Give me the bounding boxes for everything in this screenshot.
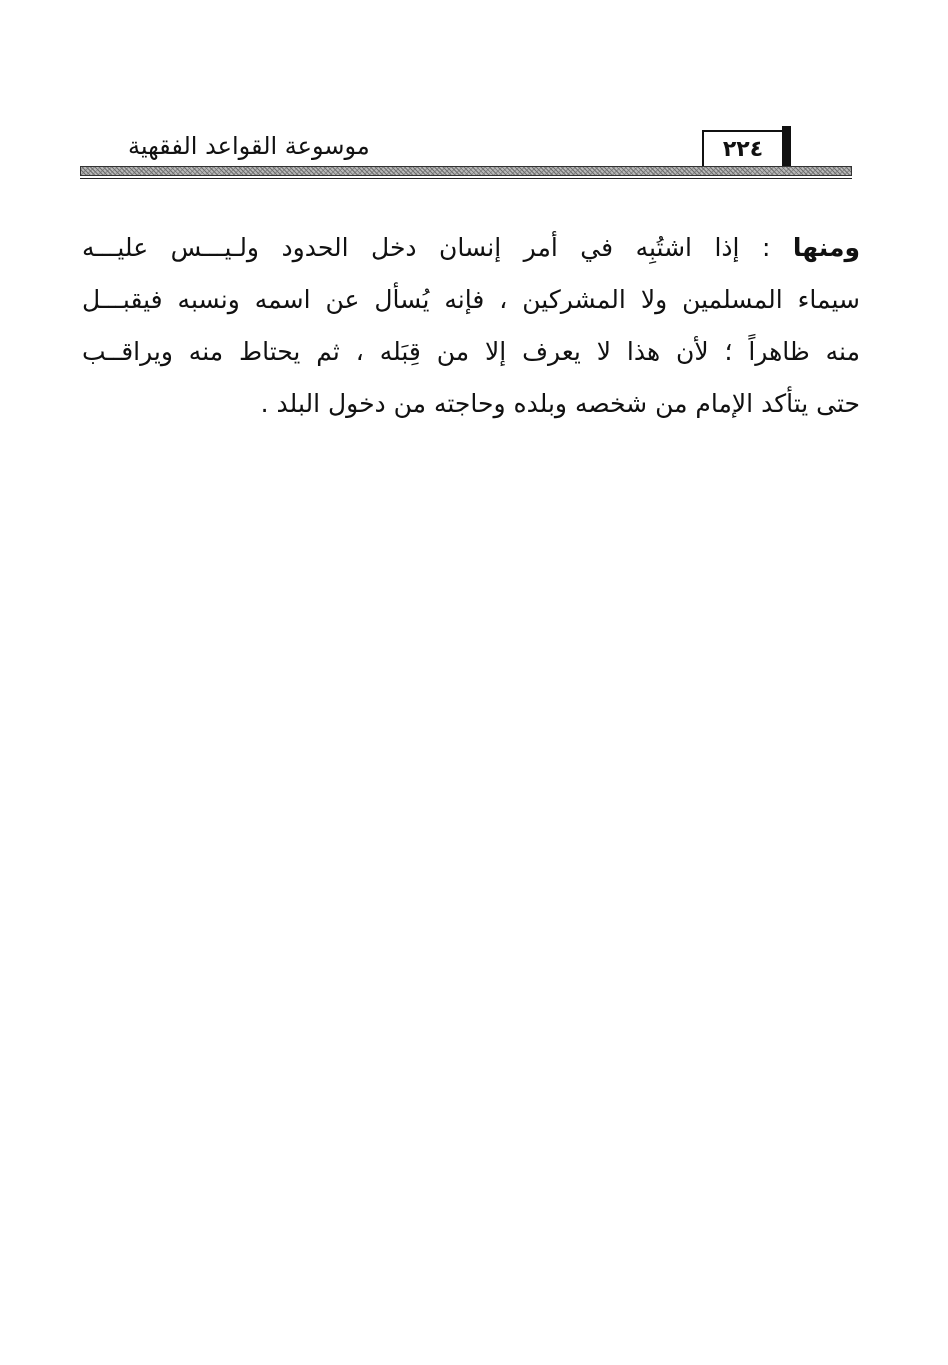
body-text bbox=[82, 222, 860, 430]
page-header bbox=[80, 126, 852, 178]
text-line-2: سيماء المسلمين ولا المشركين ، فإنه يُسأل عن اسمه ونسبه فيقبـــل bbox=[82, 285, 860, 314]
lead-word: ومنها bbox=[792, 233, 860, 262]
text-line-4: حتى يتأكد الإمام من شخصه وبلده وحاجته من دخول البلد . bbox=[260, 389, 860, 418]
header-rule-line bbox=[80, 178, 852, 179]
book-title: موسوعة القواعد الفقهية bbox=[128, 132, 370, 160]
text-line-1-rest: : إذا اشتُبِه في أمر إنسان دخل الحدود ولـيـــس عليـــه bbox=[82, 233, 793, 262]
text-line-1 bbox=[82, 222, 860, 274]
text-line-3: منه ظاهراً ؛ لأن هذا لا يعرف إلا من قِبَله ، ثم يحتاط منه ويراقــب bbox=[82, 337, 860, 366]
page-number: ٢٢٤ bbox=[702, 130, 784, 168]
header-rule-bar bbox=[80, 166, 852, 176]
